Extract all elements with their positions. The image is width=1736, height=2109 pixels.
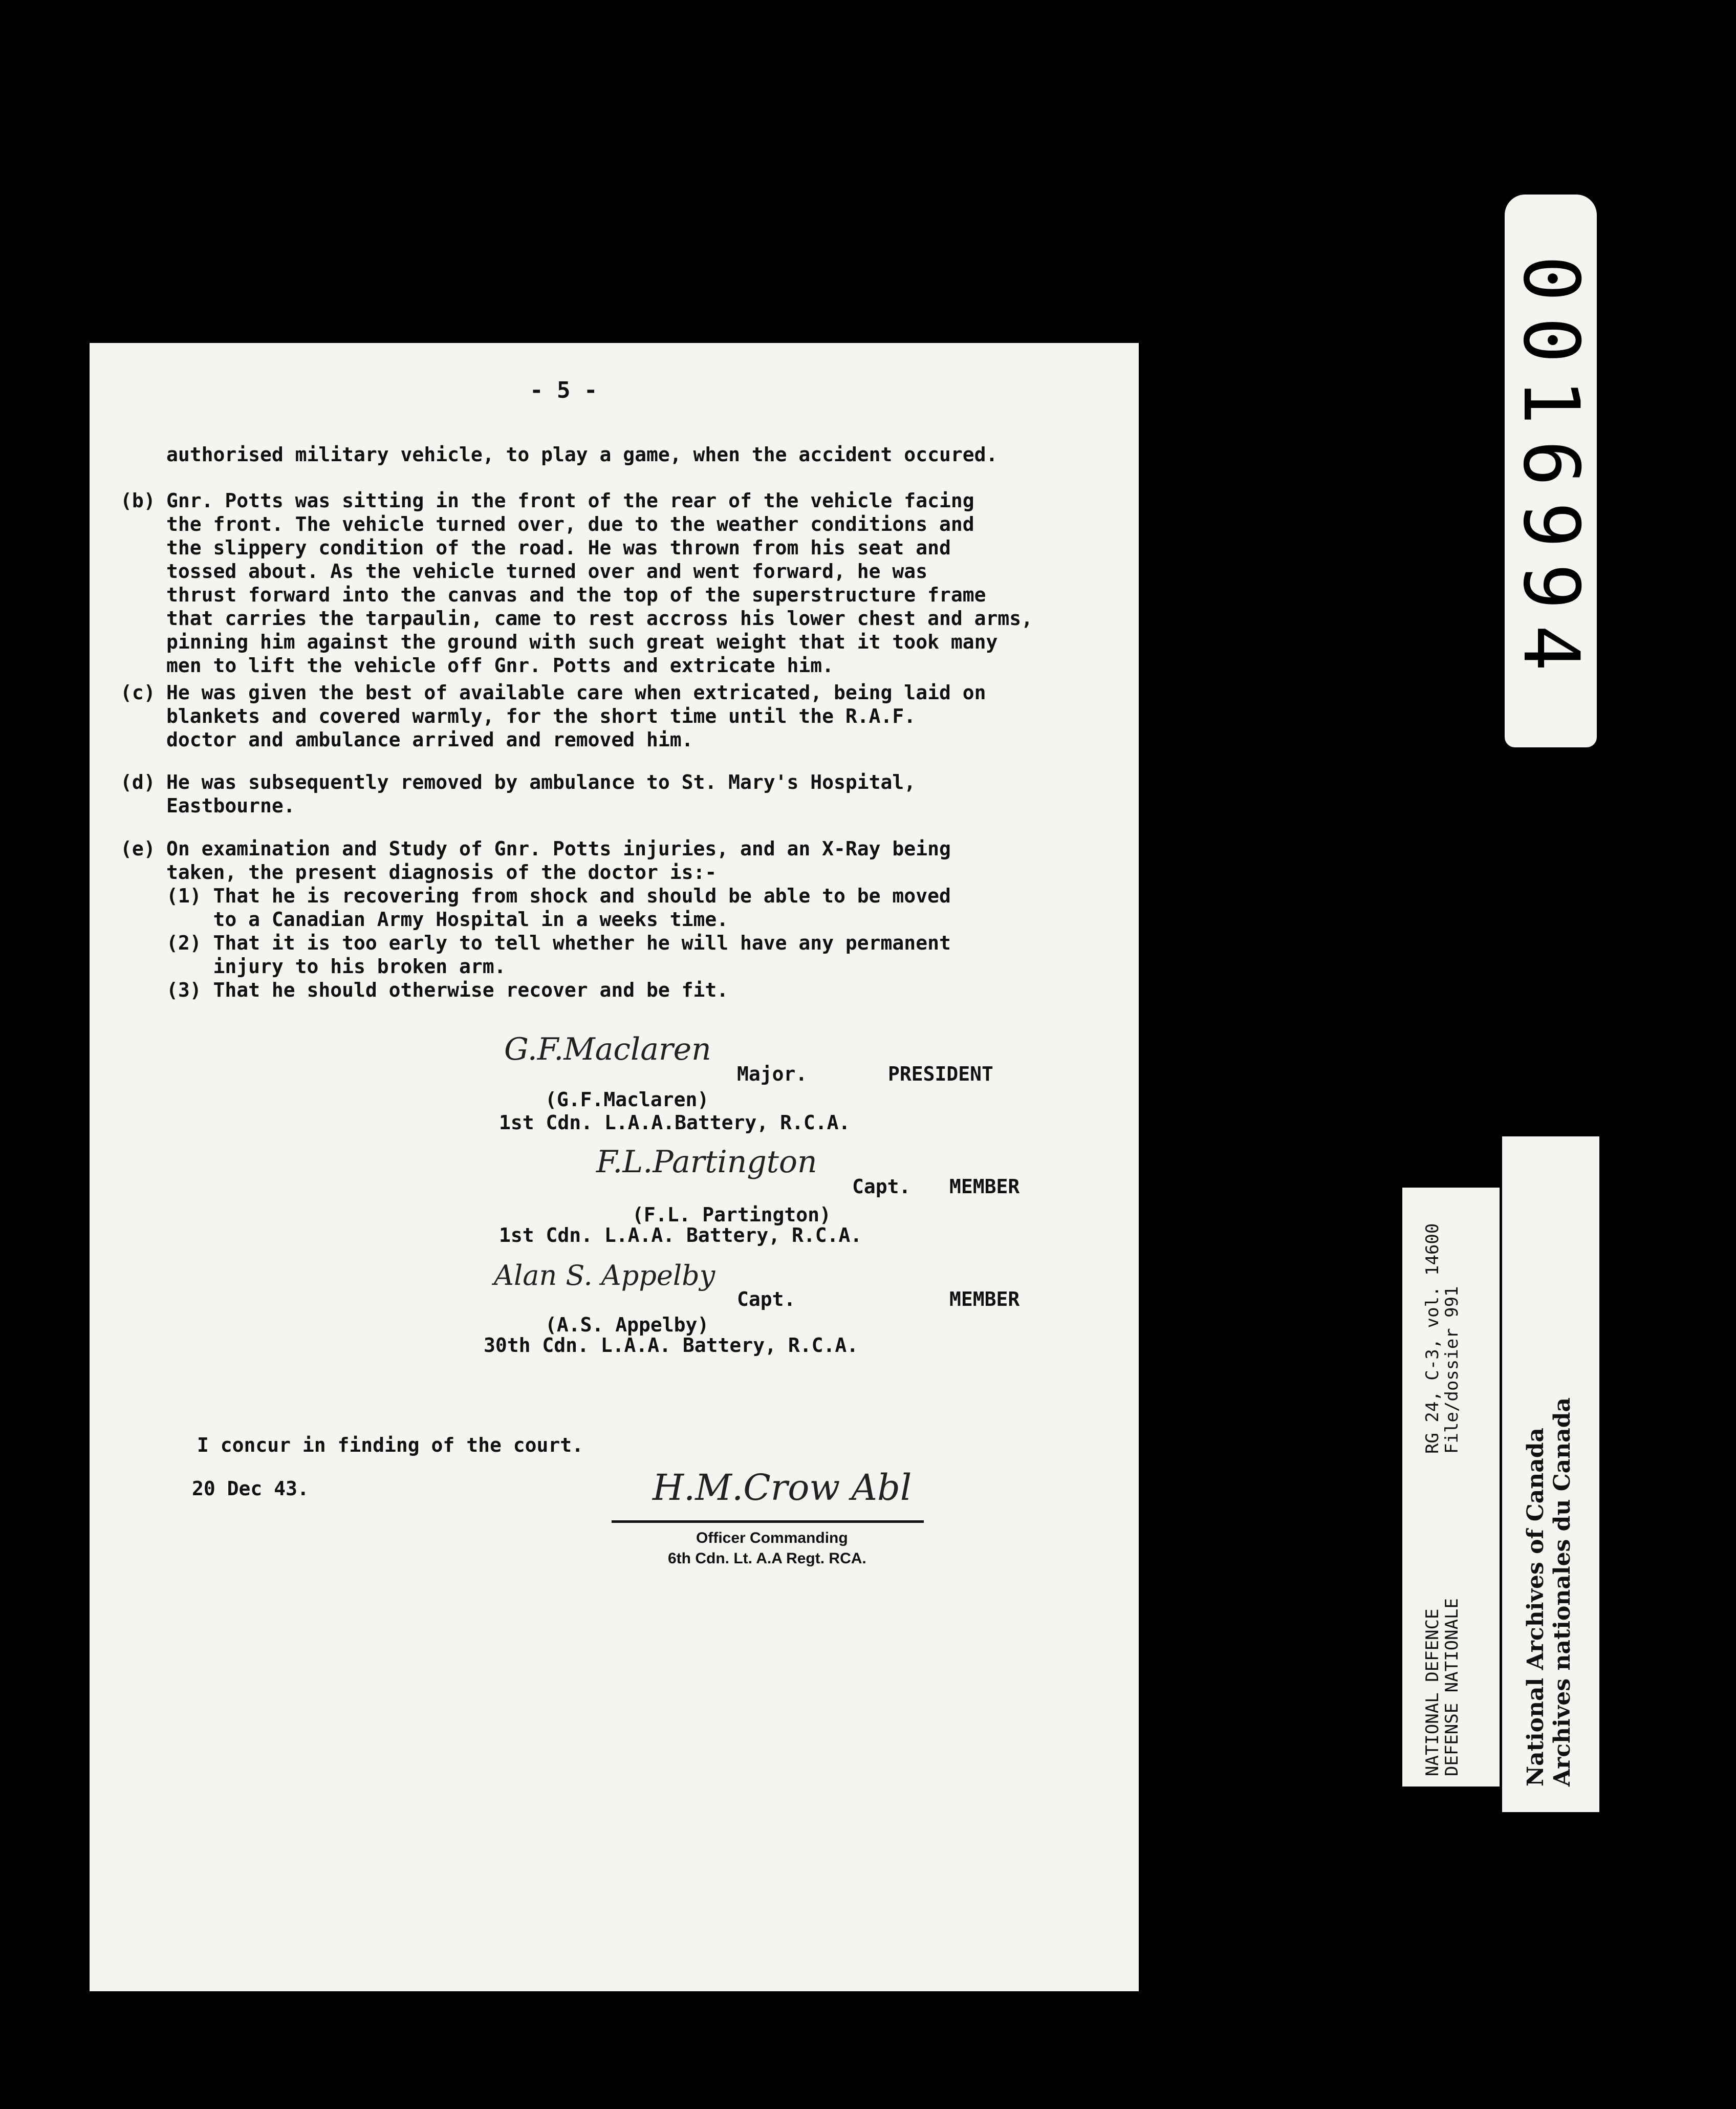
signature-president: G.F.Maclaren (504, 1031, 711, 1067)
archive-seal-text: National Archives of Canada Archives nationales du Canada (1523, 1397, 1575, 1787)
archive-department: NATIONAL DEFENCE DEFENSE NATIONALE (1422, 1598, 1462, 1776)
paragraph-b: Gnr. Potts was sitting in the front of the rear of the vehicle facing the front. The vehicle turned over, due to the weather conditions and the slippery condition of the road. He was thrown from his seat and tossed about. As the vehicle turned over and went forward, he was thrust forward into the canvas and the top of the superstructure frame that carries the tarpaulin, came to rest accross his lower chest and arms, pinning him against the ground with such great weight that it took many men to lift the vehicle off Gnr. Potts and extricate him. (166, 489, 1033, 677)
archive-file-reference: RG 24, C-3, vol. 14600 File/dossier 991 (1422, 1223, 1462, 1454)
president-unit: 1st Cdn. L.A.A.Battery, R.C.A. (499, 1111, 851, 1134)
member-2-role: MEMBER (949, 1288, 1020, 1310)
member-2-name: (A.S. Appelby) (545, 1314, 709, 1336)
page-number: - 5 - (530, 377, 598, 403)
member-2-unit: 30th Cdn. L.A.A. Battery, R.C.A. (484, 1334, 859, 1357)
signature-member-2: Alan S. Appelby (494, 1259, 715, 1292)
member-1-unit: 1st Cdn. L.A.A. Battery, R.C.A. (499, 1224, 862, 1246)
commander-title: Officer Commanding (696, 1530, 848, 1546)
member-1-role: MEMBER (949, 1175, 1020, 1198)
paragraph-e: On examination and Study of Gnr. Potts injuries, and an X-Ray being taken, the present diagnosis of the doctor is:- (1) That he is recovering from shock and should be able to be moved to a Canadian Army Hospital in a weeks time. (2) That it is too early to tell whether he will have any permanent injury to his broken arm. (3) That he should otherwise recover and be fit. (166, 837, 951, 1001)
commander-signature: H.M.Crow Abl (653, 1467, 912, 1509)
paragraph-d-marker: (d) (120, 771, 156, 793)
concurrence-date: 20 Dec 43. (192, 1477, 309, 1500)
document-page (90, 343, 1139, 1991)
commander-unit: 6th Cdn. Lt. A.A Regt. RCA. (668, 1550, 866, 1567)
member-1-rank: Capt. (852, 1175, 911, 1198)
member-2-rank: Capt. (737, 1288, 796, 1310)
signature-member-1: F.L.Partington (596, 1144, 817, 1180)
signature-line (612, 1520, 924, 1523)
member-1-name: (F.L. Partington) (632, 1203, 831, 1226)
archive-reference-label (1402, 1188, 1500, 1787)
president-name: (G.F.Maclaren) (545, 1088, 709, 1111)
paragraph-c-marker: (c) (120, 681, 156, 704)
archive-seal-label (1502, 1136, 1599, 1812)
paragraph-d: He was subsequently removed by ambulance to St. Mary's Hospital, Eastbourne. (166, 771, 916, 817)
frame-number: 0016994 (1506, 255, 1595, 687)
paragraph-e-marker: (e) (120, 837, 156, 860)
concurrence-statement: I concur in finding of the court. (197, 1434, 583, 1456)
president-role: PRESIDENT (888, 1063, 993, 1085)
president-rank: Major. (737, 1063, 808, 1085)
lead-line: authorised military vehicle, to play a game, when the accident occured. (166, 443, 998, 466)
paragraph-b-marker: (b) (120, 489, 156, 512)
paragraph-c: He was given the best of available care when extricated, being laid on blankets and covered warmly, for the short time until the R.A.F. doctor and ambulance arrived and removed him. (166, 681, 986, 751)
frame-number-strip (1505, 195, 1597, 747)
